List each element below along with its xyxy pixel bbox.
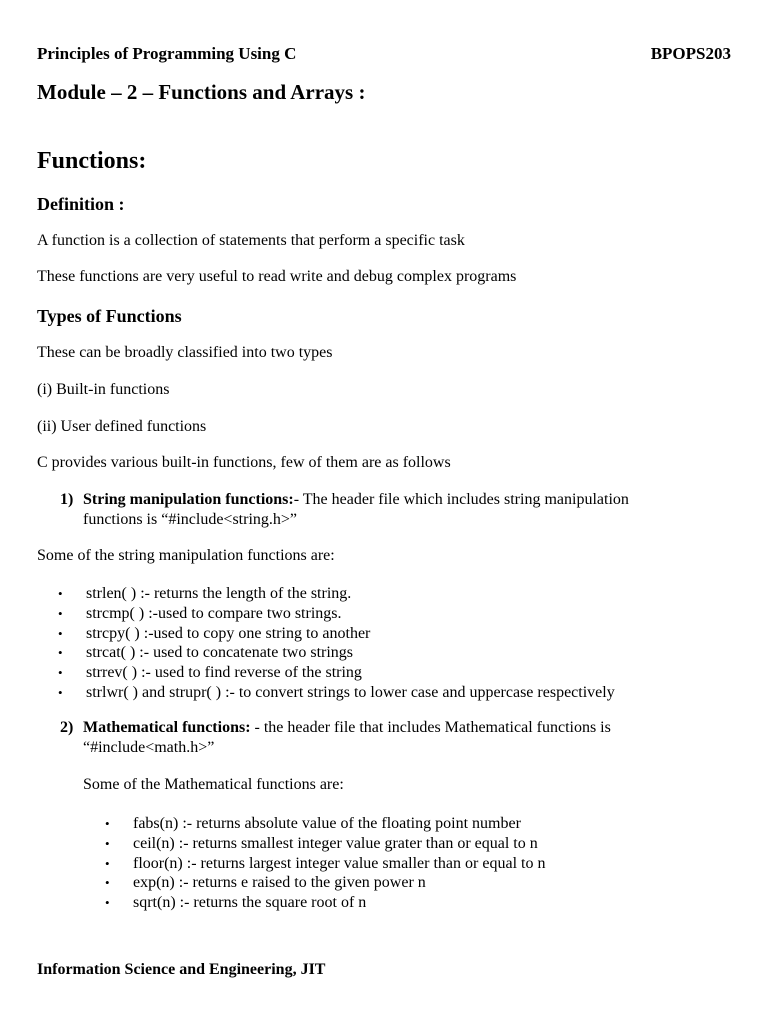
builtin-intro: C provides various built-in functions, few of them are as follows <box>37 454 451 471</box>
math-functions-intro: Some of the Mathematical functions are: <box>83 776 344 793</box>
list-item: • floor(n) :- returns largest integer value smaller than or equal to n <box>105 854 545 874</box>
types-intro: These can be broadly classified into two types <box>37 344 333 361</box>
definition-heading: Definition : <box>37 194 125 214</box>
definition-line-2: These functions are very useful to read write and debug complex programs <box>37 268 517 285</box>
list-item: • ceil(n) :- returns smallest integer value grater than or equal to n <box>105 834 545 854</box>
list-item: • fabs(n) :- returns absolute value of the floating point number <box>105 814 545 834</box>
string-section-item <box>60 491 720 531</box>
module-title: Module – 2 – Functions and Arrays : <box>37 80 366 104</box>
section-title: Functions: <box>37 148 147 174</box>
math-section-text-1: - the header file that includes Mathematical functions is <box>250 719 611 736</box>
course-code: BPOPS203 <box>650 44 731 63</box>
math-section-item <box>60 719 720 759</box>
course-title: Principles of Programming Using C <box>37 44 297 63</box>
definition-line-1: A function is a collection of statements that perform a specific task <box>37 232 465 249</box>
list-item: • strcpy( ) :-used to copy one string to another <box>58 624 615 644</box>
list-item: • strcmp( ) :-used to compare two strings. <box>58 604 615 624</box>
list-item: • strcat( ) :- used to concatenate two strings <box>58 643 615 663</box>
math-functions-list <box>105 814 545 913</box>
page-footer: Information Science and Engineering, JIT <box>37 961 326 978</box>
math-section-line-1 <box>83 719 611 737</box>
list-item: • strrev( ) :- used to find reverse of the string <box>58 663 615 683</box>
types-item-builtin: (i) Built-in functions <box>37 381 170 398</box>
list-item: • strlen( ) :- returns the length of the string. <box>58 584 615 604</box>
math-section-number: 2) <box>60 719 74 736</box>
types-item-user-defined: (ii) User defined functions <box>37 418 207 435</box>
types-heading: Types of Functions <box>37 306 182 326</box>
list-item: • strlwr( ) and strupr( ) :- to convert strings to lower case and uppercase respectively <box>58 683 615 703</box>
string-section-title: String manipulation functions: <box>83 491 294 508</box>
math-section-title: Mathematical functions: <box>83 719 251 736</box>
list-item: • exp(n) :- returns e raised to the given power n <box>105 873 545 893</box>
string-section-line-1 <box>83 491 629 509</box>
string-section-number: 1) <box>60 491 74 508</box>
string-section-text-1: - The header file which includes string manipulation <box>293 491 629 508</box>
list-item: • sqrt(n) :- returns the square root of n <box>105 893 545 913</box>
string-functions-intro: Some of the string manipulation functions are: <box>37 547 335 564</box>
string-section-text-2: functions is “#include<string.h>” <box>83 511 298 528</box>
string-functions-list <box>58 584 615 703</box>
math-section-text-2: “#include<math.h>” <box>83 739 215 756</box>
